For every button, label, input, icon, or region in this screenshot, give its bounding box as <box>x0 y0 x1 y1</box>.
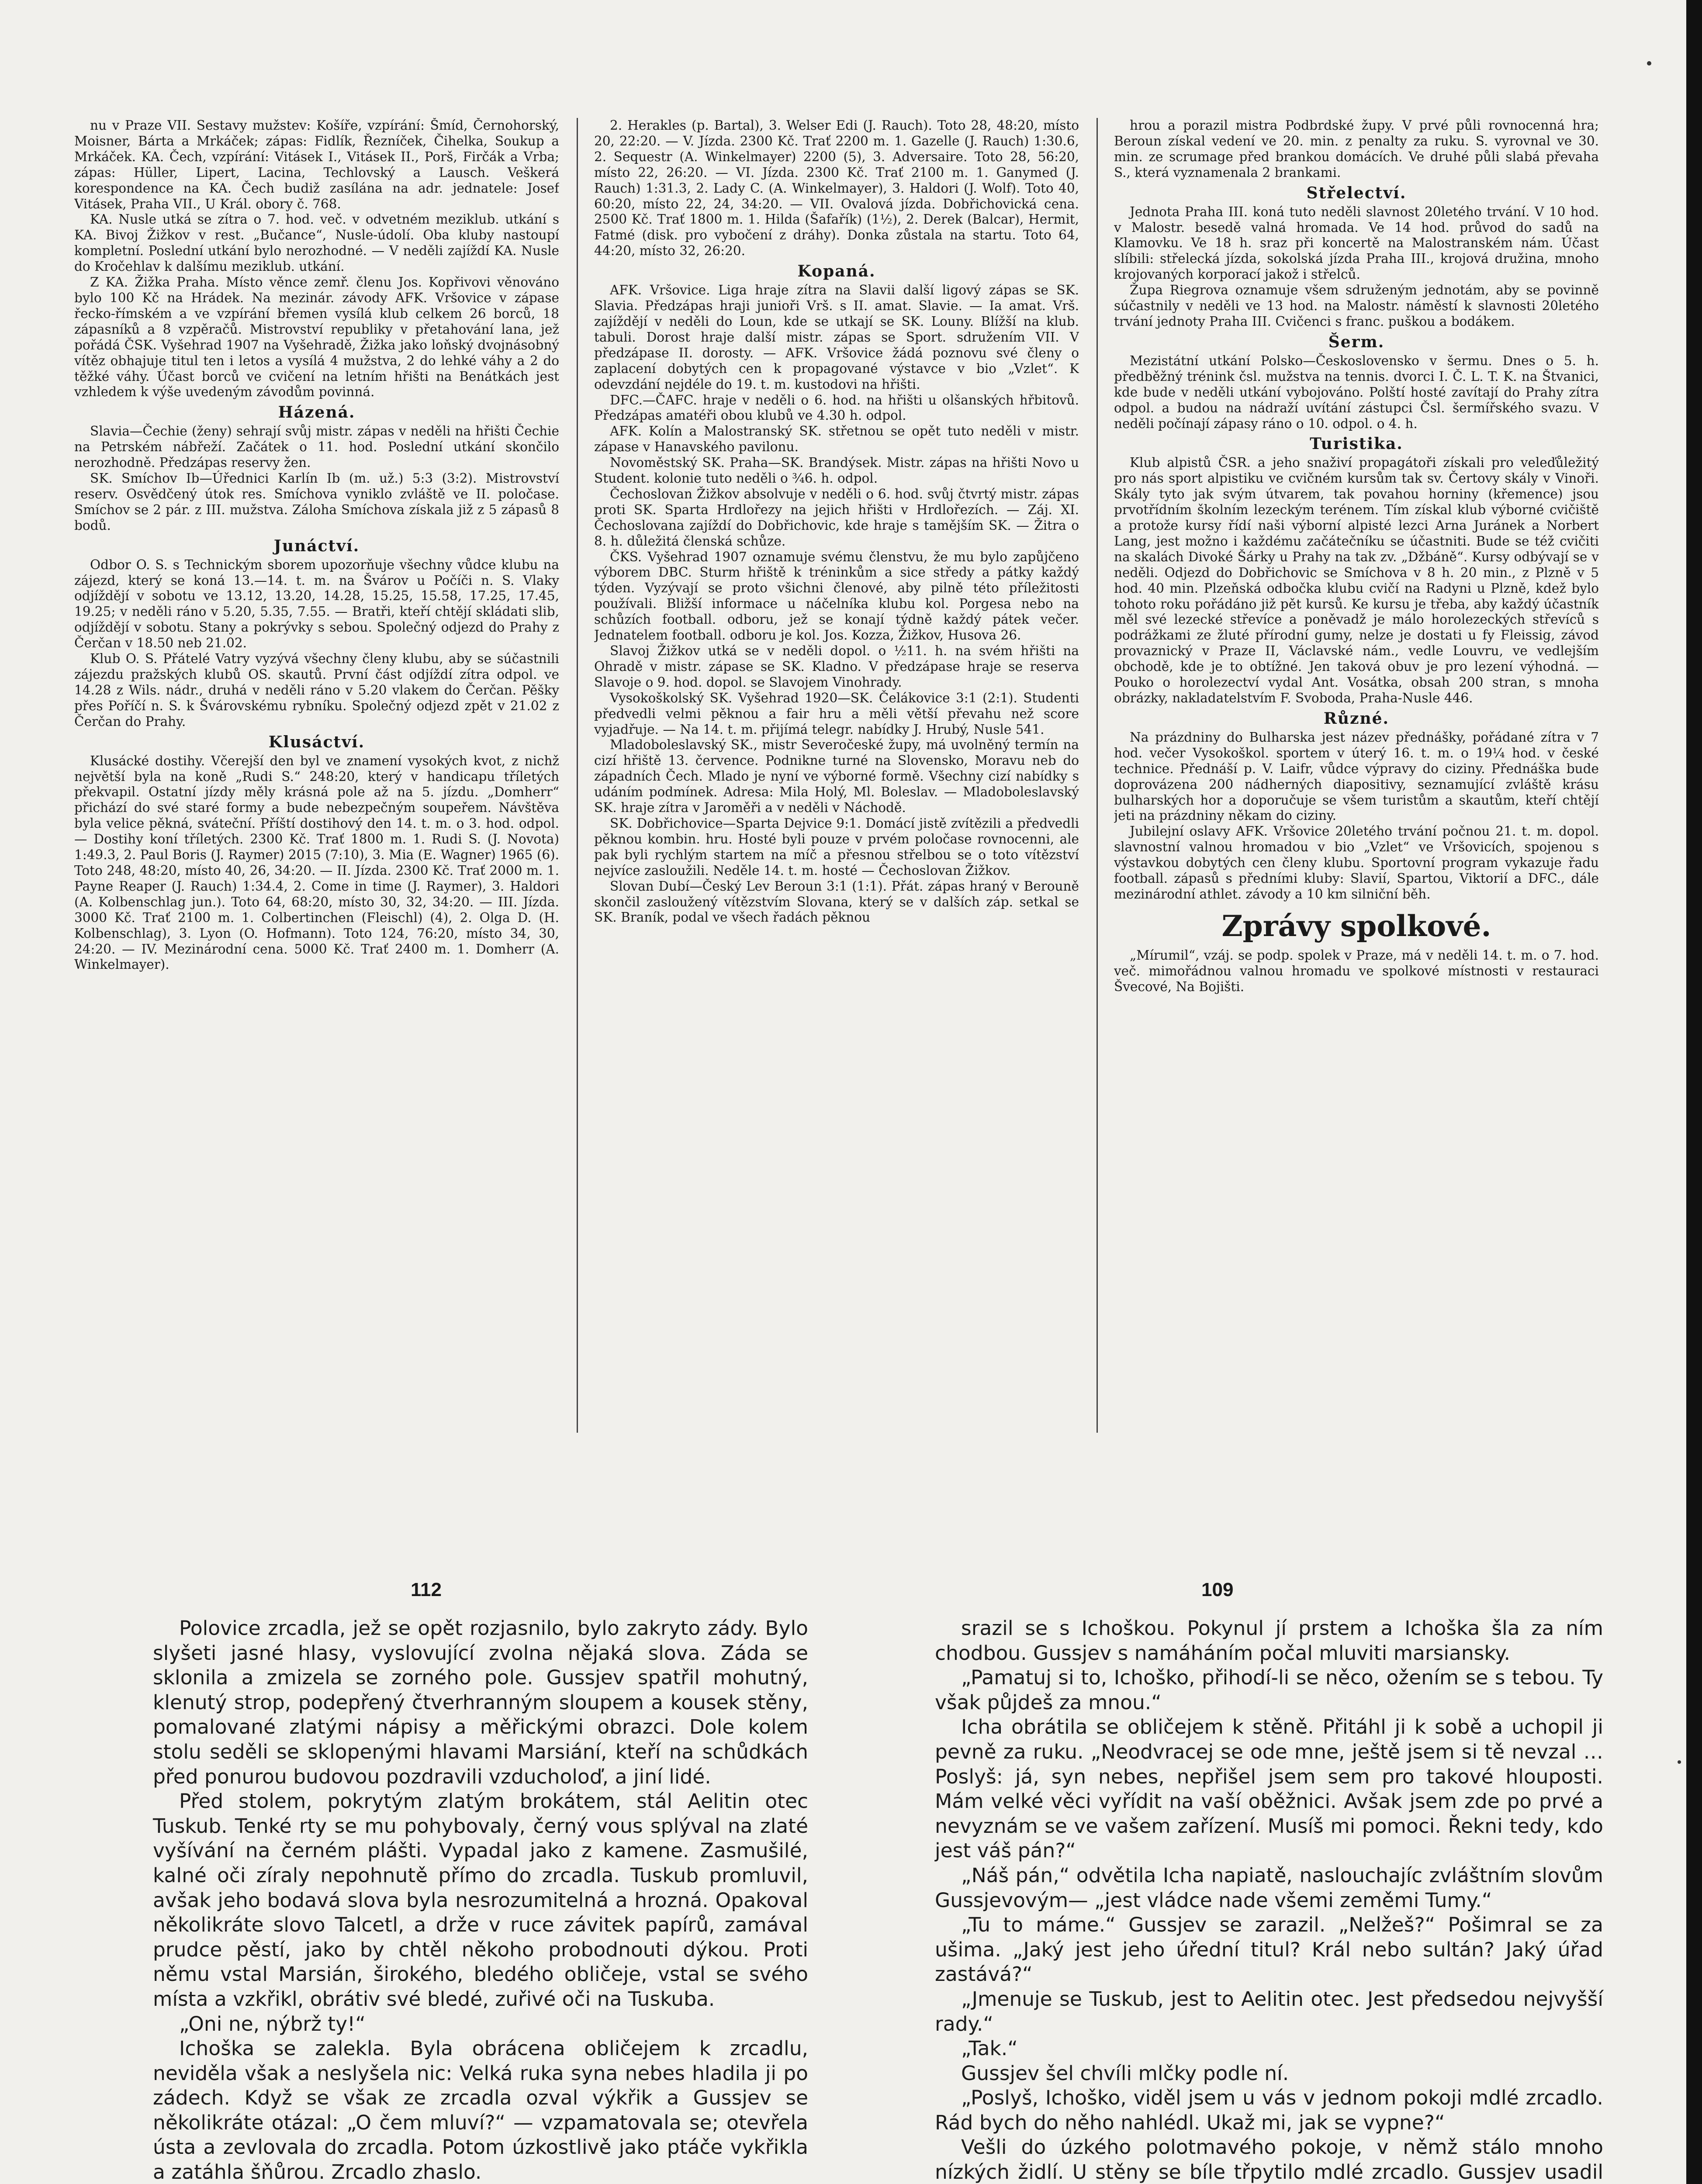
section-heading: Různé. <box>1323 709 1390 728</box>
book-paragraph: „Pamatuj si to, Ichoško, přihodí-li se něco, ožením se s tebou. Ty však půjdeš za mnou.“ <box>935 1666 1603 1714</box>
news-paragraph: AFK. Kolín a Malostranský SK. střetnou se opět tuto neděli v mistr. zápase v Hanavského pavilonu. <box>594 424 1079 455</box>
news-paragraph: SK. Smíchov Ib—Úřednici Karlín Ib (m. už.) 5:3 (3:2). Mistrovství reserv. Osvědčený útok res. Smíchova vyniklo zvláště ve II. poločase. Smíchov se 2 pár. z III. mužstva. Záloha Smíchova získala již z 5 zápasů 8 bodů. <box>74 471 559 533</box>
news-paragraph: Klub alpistů ČSR. a jeho snaživí propagátoři získali pro veleďůležitý pro nás sport alpistiku ve cvičném kursům tak sv. Čertovy skály v Vinoři. Skály tyto jak svým útvarem, tak povahou horniny (křemence) jsou prvotřídním školním lezeckým terénem. Tím získal klub výborné cvičiště a protože kursy řídí naši výborní alpisté lezci Arna Juránek a Norbert Lang, jest možno i každému začátečníku se účastniti. Bude se též cvičiti na skalách Divoké Šárky u Prahy na tak zv. „Džbáně“. Kursy odbývají se v neděli. Odjezd do Dobřichovic se Smíchova v 8 h. 20 min., z Plzně v 5 hod. 40 min. Plzeňská odbočka klubu cvičí na Radyni u Plzně, kdež bylo tohoto roku pořádáno již pět kursů. Ke kursu je třeba, aby každý účastník měl své lezecké střevíce a poněvadž je málo horolezeckých střevíců s podrážkami ze žluté přírodní gumy, nelze je dostati u fy Fleissig, závod provaznický v Praze II, Václavské nám., vedle Louvru, ve vedlejším obchodě, kde je to obtížné. Jen taková obuv je pro lezení výhodná. — Pouko o horolezectví vydal Ant. Vosátka, obsah 200 stran, s mnoha obrázky, nakladatelstvím F. Svoboda, Praha-Nusle 446. <box>1114 455 1599 705</box>
book-paragraph: „Oni ne, nýbrž ty!“ <box>179 2012 366 2035</box>
news-paragraph: Jednota Praha III. koná tuto neděli slavnost 20letého trvání. V 10 hod. v Malostr. besedě valná hromada. Ve 14 hod. průvod do sadů na Klamovku. Ve 18 h. sraz při koncertě na Malostranském nám. Účast slíbili: střelecká jízda, sokolská jízda Praha III., krojová družina, mnoho krojovaných korporací jakož i střelců. <box>1114 204 1599 282</box>
news-paragraph: hrou a porazil mistra Podbrdské župy. V prvé půli rovnocenná hra; Beroun získal vedení ve 20. min. z penalty za ruku. S. vyrovnal ve 30. min. ze scrumage před brankou domácích. Ve druhé půli slabá převaha S., která vyznamenala 2 brankami. <box>1114 118 1599 180</box>
news-paragraph: Na prázdniny do Bulharska jest název přednášky, pořádané zítra v 7 hod. večer Vysokoškol. sportem v úterý 16. t. m. o 19¼ hod. v české technice. Přednáší p. V. Laifr, vůdce výpravy do ciziny. Přednáška bude doprovázena 200 nádherných diapositivy, seznamující zvláště krásu bulharských hor a doporučuje se všem turistům a skautům, kteří chtějí jeti na prázdniny někam do ciziny. <box>1114 729 1599 823</box>
news-paragraph: Z KA. Žižka Praha. Místo věnce zemř. členu Jos. Kopřivovi věnováno bylo 100 Kč na Hrádek. Na mezinár. závody AFK. Vršovice v zápase řecko-římském a ve vzpírání břemen vysílá klub celkem 26 borců, 18 zápasníků a 8 vzpěračů. Mistrovství republiky v přetahování lana, jež pořádá ČSK. Vyšehrad 1907 na Vyšehradě, Žižka jako loňský dvojnásobný vítěz obhajuje titul ten i letos a vysílá 4 mužstva, 2 do lehké váhy a 2 do těžké váhy. Účast borců ve cvičení na letním hřišti na Benátkách jest vzhledem k výše uvedeným závodům povinná. <box>74 275 559 400</box>
news-paragraph: 2. Herakles (p. Bartal), 3. Welser Edi (J. Rauch). Toto 28, 48:20, místo 20, 22:20. — V. Jízda. 2300 Kč. Trať 2200 m. 1. Gazelle (J. Rauch) 1:30.6, 2. Sequestr (A. Winkelmayer) 2200 (5), 3. Adversaire. Toto 28, 56:20, místo 22, 26:20. — VI. Jízda. 2300 Kč. Trať 2100 m. 1. Ganymed (J. Rauch) 1:31.3, 2. Lady C. (A. Winkelmayer), 3. Haldori (J. Wolf). Toto 40, 60:20, místo 22, 24, 34:20. — VII. Ovalová jízda. Dobřichovická cena. 2500 Kč. Trať 1800 m. 1. Hilda (Šafařík) (1½), 2. Derek (Balcar), Hermit, Fatmé (disk. pro vybočení z dráhy). Donka zůstala na startu. Toto 64, 44:20, místo 32, 26:20. <box>594 118 1079 259</box>
book-paragraph: Před stolem, pokrytým zlatým brokátem, stál Aelitin otec Tuskub. Tenké rty se mu pohybovaly, černý vous splýval na zlaté vyšívání na černém plášti. Vypadal jako z kamene. Zasmušilé, kalné oči zíraly nepohnutě přímo do zrcadla. Tuskub promluvil, avšak jeho bodavá slova byla nesrozumitelná a hrozná. Opakoval několikráte slovo Talcetl, a drže v ruce závitek papírů, zamával prudce pěstí, jako by chtěl někoho probodnouti dýkou. Proti němu vstal Marsián, širokého, bledého obličeje, vstal se svého místa a vzkřikl, obrátiv své bledé, zuřivé oči na Tuskuba. <box>153 1790 808 2011</box>
news-paragraph: ČKS. Vyšehrad 1907 oznamuje svému členstvu, že mu bylo zapůjčeno výborem DBC. Sturm hřiště k tréninkům a sice středy a pátky každý týden. Vyzývají se proto všichni členové, aby pilně této příležitosti používali. Bližší informace u náčelníka klubu kol. Porgesa nebo na schůzích football. odboru, jež se konají týdně každý pátek večer. Jednatelem football. odboru je kol. Jos. Kozza, Žižkov, Husova 26. <box>594 549 1079 643</box>
section-heading: Házená. <box>278 403 356 422</box>
news-paragraph: KA. Nusle utká se zítra o 7. hod. več. v odvetném meziklub. utkání s KA. Bivoj Žižkov v rest. „Bučance“, Nusle-údolí. Oba kluby nastoupí kompletní. Poslední utkání bylo nerozhodné. — V neděli zajíždí KA. Nusle do Kročehlav k dalšímu meziklub. utkání. <box>74 212 559 274</box>
right-page-number: 109 <box>1201 1579 1234 1600</box>
news-paragraph: Slovan Dubí—Český Lev Beroun 3:1 (1:1). Přát. zápas hraný v Berouně skončil zasloužený vítězstvím Slovana, který se v dalších záp. setkal se SK. Braník, podal ve všech řadách pěknou <box>594 878 1079 925</box>
news-paragraph: „Mírumil“, vzáj. se podp. spolek v Praze, má v neděli 14. t. m. o 7. hod. več. mimořádnou valnou hromadu ve spolkové místnosti v restauraci Švecové, Na Bojišti. <box>1114 947 1599 994</box>
column-rule <box>1097 118 1098 1433</box>
book-right-page <box>935 1616 1603 2184</box>
news-paragraph: Klusácké dostihy. Včerejší den byl ve znamení vysokých kvot, z nichž největší byla na koně „Rudi S.“ 248:20, který v handicapu tříletých překvapil. Ostatní jízdy měly krásná pole až na 5. jízdu. „Domherr“ přichází do své staré formy a bude nebezpečným soupeřem. Návštěva byla velice pěkná, sváteční. Příští dostihový den 14. t. m. o 3. hod. odpol. — Dostihy koní tříletých. 2300 Kč. Trať 1800 m. 1. Rudi S. (J. Novota) 1:49.3, 2. Paul Boris (J. Raymer) 2015 (7:10), 3. Mia (E. Wagner) 1965 (6). Toto 248, 48:20, místo 40, 26, 34:20. — II. Jízda. 2300 Kč. Trať 2000 m. 1. Payne Reaper (J. Rauch) 1:34.4, 2. Come in time (J. Raymer), 3. Haldori (A. Kolbenschlag jun.). Toto 64, 68:20, místo 30, 32, 34:20. — III. Jízda. 3000 Kč. Trať 2100 m. 1. Colbertinchen (Fleischl) (4), 2. Olga D. (H. Kolbenschlag), 3. Lyon (O. Hofmann). Toto 124, 76:20, místo 34, 30, 24:20. — IV. Mezinárodní cena. 5000 Kč. Trať 2400 m. 1. Domherr (A. Winkelmayer). <box>74 753 559 972</box>
section-heading: Junáctví. <box>273 536 360 555</box>
book-paragraph: Polovice zrcadla, jež se opět rozjasnilo, bylo zakryto zády. Bylo slyšeti jasné hlasy, vyslovující zvolna nějaká slova. Záda se sklonila a zmizela se zorného pole. Gussjev spatřil mohutný, klenutý strop, podepřený čtverhranným sloupem a kousek stěny, pomalované zlatými nápisy a měřickými obrazci. Dole kolem stolu seděli se sklopenými hlavami Marsiání, kteří na schůdkách před ponurou budovou pozdravili vzducholoď, a jiní lidé. <box>153 1617 808 1788</box>
book-paragraph: Vešli do úzkého polotmavého pokoje, v němž stálo mnoho nízkých židlí. U stěny se bíle třpytilo mdlé zrcadlo. Gussjev usadil <box>935 2136 1603 2184</box>
left-page-number: 112 <box>411 1579 442 1600</box>
book-paragraph: „Jmenuje se Tuskub, jest to Aelitin otec. Jest předsedou nejvyšší rady.“ <box>935 1987 1603 2035</box>
book-paragraph: „Tu to máme.“ Gussjev se zarazil. „Nelžeš?“ Pošimral se za ušima. „Jaký jest jeho úřední titul? Král nebo sultán? Jaký úřad zastává?“ <box>935 1913 1603 1986</box>
news-paragraph: Slavoj Žižkov utká se v neděli dopol. o ½11. h. na svém hřišti na Ohradě v mistr. zápase se SK. Kladno. V předzápase hraje se reserva Slavoje o 9. hod. dopol. se Slavojem Vinohrady. <box>594 643 1079 690</box>
section-heading: Šerm. <box>1328 332 1385 351</box>
newspaper-column-3 <box>1114 118 1599 1446</box>
news-paragraph: Jubilejní oslavy AFK. Vršovice 20letého trvání počnou 21. t. m. dopol. slavnostní valnou hromadou v bio „Vzlet“ ve Vršovicích, spojenou s výstavkou dobytých cen členy klubu. Sportovní program vykazuje řadu football. zápasů s předními kluby: Slavií, Spartou, Viktorií a DFC., dále mezinárodní athlet. závody a 10 km silniční běh. <box>1114 824 1599 902</box>
book-paragraph: „Tak.“ <box>961 2037 1018 2060</box>
ink-speck <box>1678 1760 1681 1764</box>
book-paragraph: „Náš pán,“ odvětila Icha napiatě, naslouchajíc zvláštním slovům Gussjevovým— „jest vládce nade všemi zeměmi Tumy.“ <box>935 1863 1603 1912</box>
news-paragraph: DFC.—ČAFC. hraje v neděli o 6. hod. na hřišti u olšanských hřbitovů. Předzápas amatéři obou klubů ve 4.30 h. odpol. <box>594 392 1079 423</box>
news-paragraph: Mladoboleslavský SK., mistr Severočeské župy, má uvolněný termín na cizí hřiště 13. července. Podnikne turné na Slovensko, Moravu neb do západních Čech. Mlado je nyní ve výborné formě. Všechny cizí nabídky s udáním podmínek. Adresa: Mila Holý, Ml. Boleslav. — Mladoboleslavský SK. hraje zítra v Jaroměři a v neděli v Náchodě. <box>594 737 1079 816</box>
news-paragraph: Mezistátní utkání Polsko—Československo v šermu. Dnes o 5. h. předběžný trénink čsl. mužstva na tennis. dvorci I. Č. L. T. K. na Štvanici, kde bude v neděli utkání vybojováno. Polští hosté zavítají do Prahy zítra odpol. a budou na nádraží uvítání zástupci Čsl. šermířského svazu. V neděli počínají zápasy ráno o 10. odpol. o 4. h. <box>1114 353 1599 431</box>
news-paragraph: Novoměstský SK. Praha—SK. Brandýsek. Mistr. zápas na hřišti Novo u Student. kolonie tuto neděli o ¾6. h. odpol. <box>594 455 1079 486</box>
ink-speck <box>1647 61 1651 66</box>
book-paragraph: „Poslyš, Ichoško, viděl jsem u vás v jednom pokoji mdlé zrcadlo. Rád bych do něho nahlédl. Ukaž mi, jak se vypne?“ <box>935 2086 1603 2134</box>
section-heading: Turistika. <box>1310 435 1403 453</box>
newspaper-column-1 <box>74 118 559 1446</box>
book-paragraph: Ichoška se zalekla. Byla obrácena obličejem k zrcadlu, neviděla však a neslyšela nic: Velká ruka syna nebes hladila ji po zádech. Když se však ze zrcadla ozval výkřik a Gussjev se několikráte otázal: „O čem mluví?“ — vzpamatovala se; otevřela ústa a zevlovala do zrcadla. Potom úzkostlivě jako ptáče vykřikla a zatáhla šňůrou. Zrcadlo zhaslo. <box>153 2037 808 2184</box>
news-paragraph: Odbor O. S. s Technickým sborem upozorňuje všechny vůdce klubu na zájezd, který se koná 13.—14. t. m. na Švárov u Počíči n. S. Vlaky odjíždějí v sobotu ve 13.12, 13.20, 14.28, 15.25, 15.58, 17.25, 17.45, 19.25; v neděli ráno v 5.20, 5.35, 7.55. — Bratři, kteří chtějí skládati slib, odjíždějí v sobotu. Stany a pokrývky s sebou. Společný odjezd do Prahy z Čerčan v 18.50 neb 21.02. <box>74 557 559 651</box>
section-heading: Střelectví. <box>1306 183 1407 202</box>
book-left-page <box>153 1616 808 2184</box>
news-paragraph: Župa Riegrova oznamuje všem sdruženým jednotám, aby se povinně súčastnily v neděli ve 13 hod. na Malostr. náměstí k slavnosti 20letého trvání jednoty Praha III. Cvičenci s franc. puškou a bodákem. <box>1114 283 1599 329</box>
news-paragraph: Vysokoškolský SK. Vyšehrad 1920—SK. Čelákovice 3:1 (2:1). Studenti předvedli velmi pěknou a fair hru a měli větší převahu než score vyjadřuje. — Na 14. t. m. přijímá telegr. nabídky J. Hrubý, Nusle 541. <box>594 690 1079 737</box>
news-paragraph: Klub O. S. Přátelé Vatry vyzývá všechny členy klubu, aby se súčastnili zájezdu pražských klubů OS. skautů. První část odjíždí zítra odpol. ve 14.28 z Wils. nádr., druhá v neděli ráno v 5.20 vlakem do Čerčan. Pěšky přes Poříčí n. S. k Švárovskému rybníku. Společný odjezd zpět v 21.02 z Čerčan do Prahy. <box>74 651 559 729</box>
book-paragraph: srazil se s Ichoškou. Pokynul jí prstem a Ichoška šla za ním chodbou. Gussjev s namáháním počal mluviti marsiansky. <box>935 1617 1603 1665</box>
news-paragraph: SK. Dobřichovice—Sparta Dejvice 9:1. Domácí jistě zvítězili a předvedli pěknou kombin. hru. Hosté byli pouze v prvém poločase rovnocenni, ale pak byli rychlým startem na míč a přesnou střelbou se o toto vítězství nejvíce zasloužili. Neděle 14. t. m. hosté — Čechoslovan Žižkov. <box>594 816 1079 878</box>
section-heading: Kopaná. <box>797 262 876 281</box>
newspaper-column-2 <box>594 118 1079 1446</box>
news-paragraph: nu v Praze VII. Sestavy mužstev: Košíře, vzpírání: Šmíd, Černohorský, Moisner, Bárta a Mrkáček; zápas: Fidlík, Řezníček, Čihelka, Soukup a Mrkáček. KA. Čech, vzpírání: Vitásek I., Vitásek II., Porš, Firčák a Vrba; zápas: Hüller, Lipert, Lacina, Techlovský a Lausch. Veškerá korespondence na KA. Čech budiž zasílána na adr. jednatele: Josef Vitásek, Praha VII., U Král. obory č. 768. <box>74 118 559 211</box>
book-paragraph: Gussjev šel chvíli mlčky podle ní. <box>961 2061 1289 2085</box>
column-rule <box>577 118 578 1433</box>
news-paragraph: AFK. Vršovice. Liga hraje zítra na Slavii další ligový zápas se SK. Slavia. Předzápas hraji junioři Vrš. s II. amat. Slavie. — Ia amat. Vrš. zajíždějí v neděli do Loun, kde se utkají se SK. Louny. Blížší na klub. tabuli. Dorost hraje další mistr. zápas se Sport. sdružením VII. V předzápase II. dorosty. — AFK. Vršovice žádá poznovu své členy o zaplacení dobytých cen k propagované výstavce v bio „Vzlet“. K odevzdání nejdéle do 19. t. m. kustodovi na hřišti. <box>594 283 1079 392</box>
book-paragraph: Icha obrátila se obličejem k stěně. Přitáhl ji k sobě a uchopil ji pevně za ruku. „Neodvracej se ode mne, ještě jsem si tě nevzal … Poslyš: já, syn nebes, nepřišel jsem sem pro takové hlouposti. Mám velké věci vyřídit na vaší oběžnici. Avšak jsem zde po prvé a nevyznám se ve vašem zařízení. Musíš mi pomoci. Řekni tedy, kdo jest váš pán?“ <box>935 1715 1603 1863</box>
scan-border <box>1686 0 1702 2184</box>
news-paragraph: Slavia—Čechie (ženy) sehrají svůj mistr. zápas v neděli na hřišti Čechie na Petrském nábřeží. Začátek o 11. hod. Poslední utkání skončilo nerozhodně. Předzápas reservy žen. <box>74 424 559 470</box>
newspaper-clipping <box>74 118 1629 1450</box>
section-heading: Klusáctví. <box>268 733 365 751</box>
section-heading-large: Zprávy spolkové. <box>1221 909 1491 943</box>
news-paragraph: Čechoslovan Žižkov absolvuje v neděli o 6. hod. svůj čtvrtý mistr. zápas proti SK. Sparta Hrdlořezy na jejich hřišti v Hrdlořezích. — Záj. XI. Čechoslovana zajíždí do Dobřichovic, kde hraje s tamějším SK. — Žitra o 8. h. důležitá členská schůze. <box>594 486 1079 549</box>
